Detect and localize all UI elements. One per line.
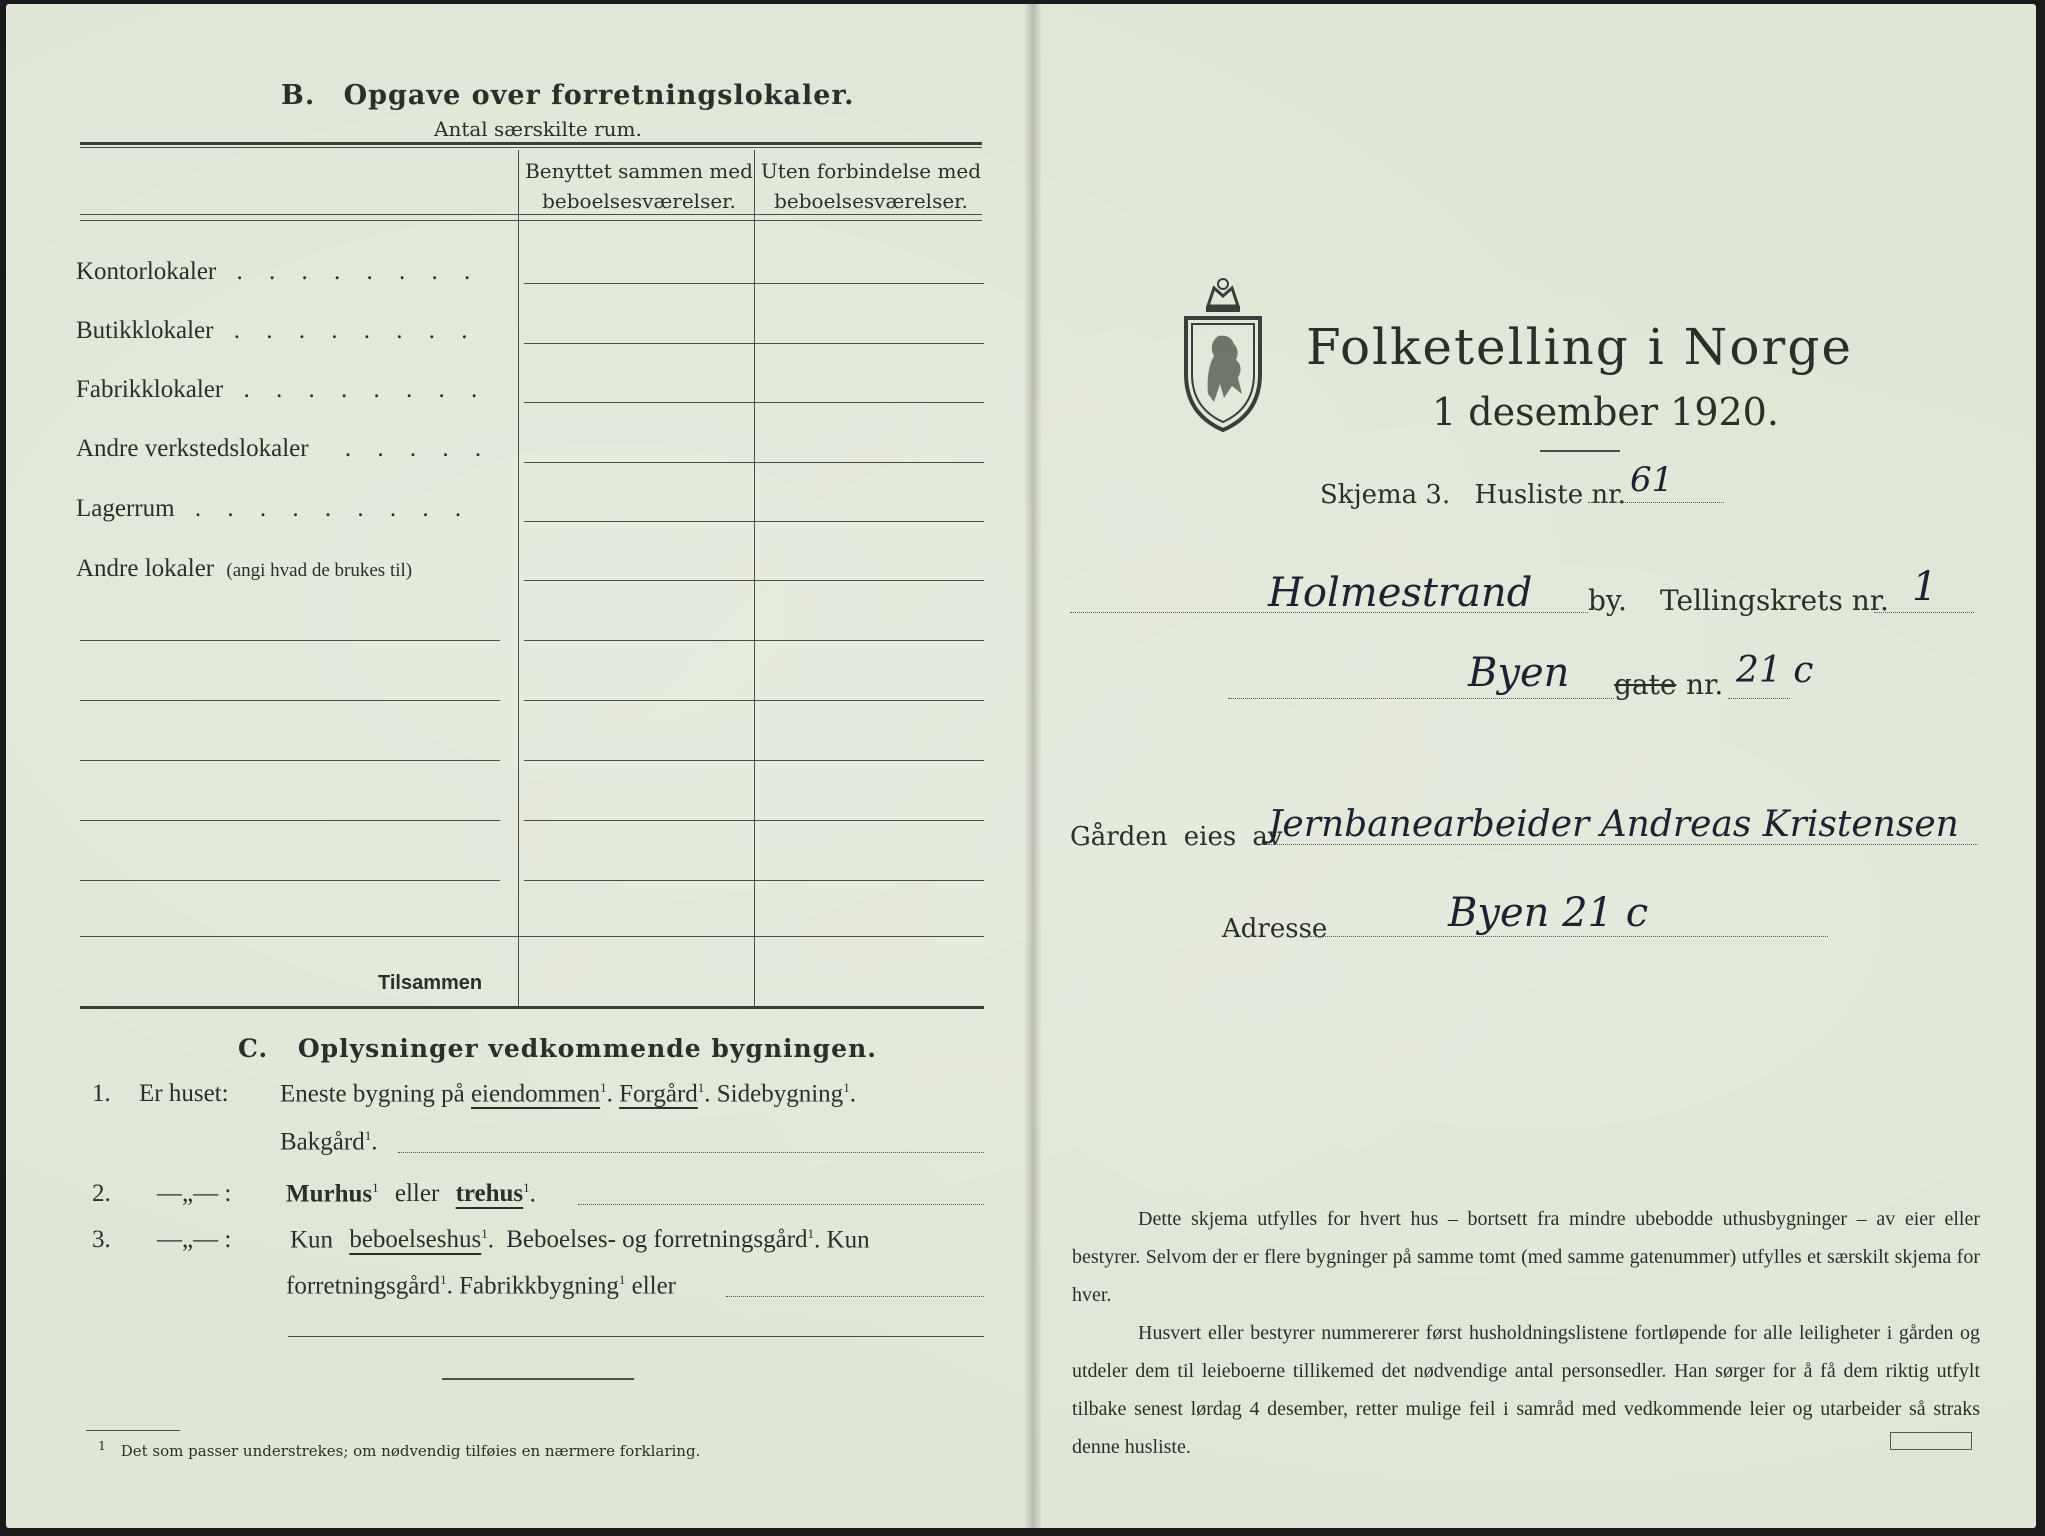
total-label: Tilsammen bbox=[378, 972, 483, 994]
header-bottom-rule bbox=[80, 220, 982, 221]
section-c-title: Oplysninger vedkommende bygningen. bbox=[297, 1034, 877, 1063]
option-forgard: Forgård bbox=[619, 1080, 698, 1108]
by-label: by. bbox=[1588, 584, 1627, 617]
tellingskrets-number-field[interactable]: 1 bbox=[1912, 564, 1938, 610]
census-date: 1 desember 1920. bbox=[1432, 390, 1779, 434]
section-b-subheading: Antal særskilte rum. bbox=[434, 117, 642, 141]
column-divider-1 bbox=[518, 150, 519, 1006]
section-c-heading bbox=[238, 1034, 877, 1063]
gate-label: gate bbox=[1614, 668, 1677, 701]
option-beboelses-og-forretningsgard: Beboelses- og forretningsgård bbox=[506, 1226, 808, 1254]
skjema-label: Skjema 3. Husliste nr. bbox=[1320, 480, 1626, 510]
owner-field[interactable]: Jernbanearbeider Andreas Kristensen bbox=[1268, 804, 1959, 845]
row-andre-verkstedslokaler: Andre verkstedslokaler . . . . . bbox=[76, 435, 492, 462]
form-main-title: Folketelling i Norge bbox=[1306, 318, 1853, 376]
coat-of-arms-emblem bbox=[1178, 274, 1268, 438]
option-beboelseshus: beboelseshus bbox=[349, 1226, 482, 1254]
footnote: $^1$ Det som passer understrekes; om nødvendig tilføies en nærmere forklaring. bbox=[98, 1438, 701, 1460]
c-item-3: 3. —„— : bbox=[92, 1226, 232, 1253]
row-lagerrum: Lagerrum . . . . . . . . . bbox=[76, 495, 472, 522]
row-andre-lokaler: Andre lokaler (angi hvad de brukes til) bbox=[76, 555, 413, 582]
c-item-1-options: Eneste bygning på eiendommen$^1$. Forgård$^1$. Sidebygning$^1$. bbox=[280, 1080, 856, 1108]
total-bottom-rule bbox=[80, 1006, 984, 1009]
option-fabrikkbygning: Fabrikkbygning bbox=[459, 1272, 619, 1300]
column-header-1: Benyttet sammen med beboelsesværelser. bbox=[525, 159, 753, 213]
printer-stamp bbox=[1890, 1432, 1972, 1450]
section-b-title: Opgave over forretningslokaler. bbox=[343, 80, 855, 111]
tellingskrets-label: Tellingskrets nr. bbox=[1660, 584, 1889, 617]
option-trehus: trehus bbox=[455, 1180, 524, 1208]
census-form-sheet bbox=[6, 4, 2036, 1528]
husliste-number-field[interactable]: 61 bbox=[1630, 460, 1674, 500]
option-bakgard: Bakgård$^1$. bbox=[280, 1128, 378, 1156]
c-item-2: 2. —„— : bbox=[92, 1180, 232, 1207]
page-fold bbox=[1024, 4, 1042, 1528]
section-c-end-rule bbox=[442, 1378, 634, 1380]
section-c-letter: C. bbox=[238, 1034, 269, 1063]
column-divider-2 bbox=[754, 150, 755, 1006]
column-header-2: Uten forbindelse med beboelsesværelser. bbox=[760, 159, 982, 213]
instructions-paragraph-2: Husvert eller bestyrer nummererer først husholdningslistene fortløpende for alle leiligheter i gården og utdeler dem til leieboerne tillikemed det nødvendige antal personsedler. Han sørger for å få dem riktig utfylt tilbake senest lørdag 4 desember, retter mulige feil i samråd med vedkommende leier og utarbeider så straks denne husliste. bbox=[1072, 1322, 1980, 1458]
row-butikklokaler: Butikklokaler . . . . . . . . bbox=[76, 317, 478, 344]
option-murhus: Murhus bbox=[286, 1180, 373, 1208]
c-item-1: 1. Er huset: bbox=[92, 1080, 229, 1107]
address-field[interactable]: Byen 21 c bbox=[1448, 890, 1649, 936]
c-item-2-options: Murhus$^1$ eller trehus$^1$. bbox=[286, 1180, 536, 1208]
option-forretningsgard: forretningsgård bbox=[286, 1272, 441, 1300]
c-item-3-line2: forretningsgård$^1$. Fabrikkbygning$^1$ eller bbox=[286, 1272, 677, 1300]
address-label: Adresse bbox=[1222, 914, 1328, 944]
instructions-paragraph-1: Dette skjema utfylles for hvert hus – bortsett fra mindre ubebodde uthusbygninger – av eier eller bestyrer. Selvom der er flere bygninger på samme tomt (med samme gatenummer) utfylles et særskilt skjema for hver. bbox=[1072, 1208, 1980, 1306]
owner-label: Gården eies av bbox=[1070, 822, 1283, 852]
city-field[interactable]: Holmestrand bbox=[1268, 570, 1533, 616]
row-kontorlokaler: Kontorlokaler . . . . . . . . bbox=[76, 258, 481, 285]
option-sidebygning: Sidebygning bbox=[716, 1080, 844, 1108]
section-b-heading bbox=[281, 80, 855, 111]
row-fabrikklokaler: Fabrikklokaler . . . . . . . . bbox=[76, 376, 488, 403]
street-number-label: nr. bbox=[1686, 668, 1724, 701]
street-field[interactable]: Byen bbox=[1468, 650, 1570, 696]
norway-lion-crest-icon bbox=[1178, 274, 1268, 434]
street-number-field[interactable]: 21 c bbox=[1736, 650, 1814, 691]
option-eiendommen: eiendommen bbox=[470, 1080, 601, 1108]
table-top-rule bbox=[80, 142, 982, 145]
c-item-3-options: Kun beboelseshus$^1$. Beboelses- og forretningsgård$^1$. Kun bbox=[290, 1226, 870, 1254]
section-b-letter: B. bbox=[281, 80, 316, 111]
total-top-rule bbox=[80, 936, 984, 937]
